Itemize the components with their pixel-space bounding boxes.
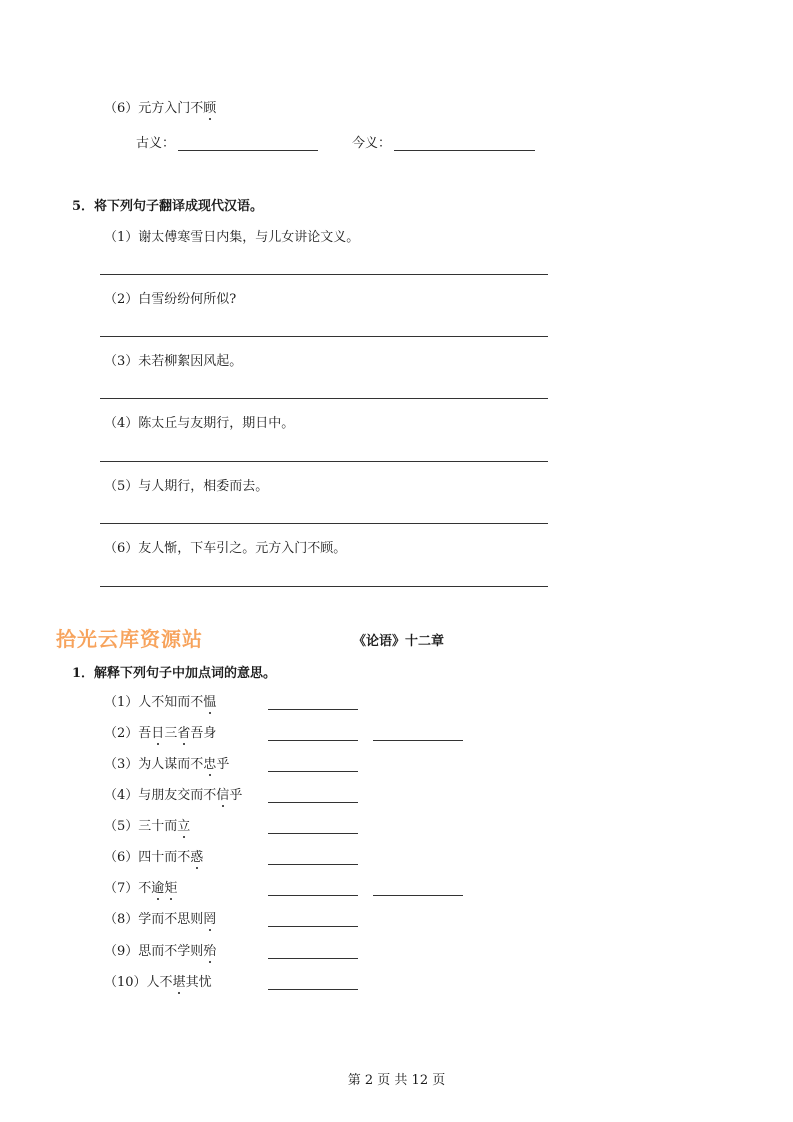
q5-answer-line-6[interactable] [100, 586, 548, 587]
dotted-char: 忠 [203, 757, 217, 772]
dotted-char: 矩 [164, 881, 178, 896]
dotted-char: 立 [177, 819, 191, 834]
item-6-sentence: （6）元方入门不顾 [104, 101, 217, 116]
lunyu-item-10: （10）人不堪其忧 [104, 975, 212, 990]
q5-item-2: （2）白雪纷纷何所似? [104, 292, 237, 307]
lunyu-item-6: （6）四十而不惑 [104, 850, 204, 865]
dotted-char: 愠 [203, 695, 217, 710]
dotted-char: 惑 [190, 850, 204, 865]
lunyu-blank-9[interactable] [268, 958, 358, 959]
q5-answer-line-3[interactable] [100, 398, 548, 399]
q5-answer-line-1[interactable] [100, 274, 548, 275]
new-meaning-blank[interactable] [394, 150, 535, 151]
page-footer: 第 2 页 共 12 页 [347, 1073, 446, 1088]
lunyu-item-5: （5）三十而立 [104, 819, 191, 834]
dotted-char: 顾 [203, 101, 217, 116]
dotted-char: 日 [151, 726, 165, 741]
dotted-char: 殆 [203, 944, 217, 959]
lunyu-item-8: （8）学而不思则罔 [104, 912, 217, 927]
q5-answer-line-2[interactable] [100, 336, 548, 337]
lunyu-item-3: （3）为人谋而不忠乎 [104, 757, 230, 772]
new-meaning-label: 今义： [352, 136, 392, 151]
lunyu-blank-7b[interactable] [373, 895, 463, 896]
q5-item-3: （3）未若柳絮因风起。 [104, 354, 243, 369]
lunyu-item-2: （2）吾日三省吾身 [104, 726, 217, 741]
q5-item-1: （1）谢太傅寒雪日内集，与儿女讲论文义。 [104, 230, 360, 245]
old-meaning-blank[interactable] [178, 150, 318, 151]
q5-title: 5．将下列句子翻译成现代汉语。 [72, 199, 264, 214]
lunyu-blank-6[interactable] [268, 864, 358, 865]
lunyu-q1-title: 1．解释下列句子中加点词的意思。 [72, 666, 277, 681]
dotted-char: 逾 [151, 881, 165, 896]
dotted-char: 堪 [172, 975, 186, 990]
old-meaning-label: 古义： [136, 136, 176, 151]
section-title: 《论语》十二章 [353, 634, 445, 649]
lunyu-blank-2a[interactable] [268, 740, 358, 741]
dotted-char: 省 [177, 726, 191, 741]
watermark-logo: 拾光云库资源站 [56, 627, 203, 651]
dotted-char: 信 [216, 788, 230, 803]
lunyu-blank-4[interactable] [268, 802, 358, 803]
lunyu-blank-3[interactable] [268, 771, 358, 772]
dotted-char: 罔 [203, 912, 217, 927]
lunyu-blank-8[interactable] [268, 926, 358, 927]
lunyu-item-9: （9）思而不学则殆 [104, 944, 217, 959]
lunyu-item-4: （4）与朋友交而不信乎 [104, 788, 243, 803]
lunyu-blank-1[interactable] [268, 709, 358, 710]
lunyu-blank-5[interactable] [268, 833, 358, 834]
lunyu-item-7: （7）不逾矩 [104, 881, 178, 896]
q5-item-5: （5）与人期行，相委而去。 [104, 479, 269, 494]
q5-item-6: （6）友人惭，下车引之。元方入门不顾。 [104, 541, 347, 556]
lunyu-blank-2b[interactable] [373, 740, 463, 741]
q5-answer-line-4[interactable] [100, 461, 548, 462]
q5-answer-line-5[interactable] [100, 523, 548, 524]
q5-item-4: （4）陈太丘与友期行，期日中。 [104, 416, 295, 431]
lunyu-blank-7a[interactable] [268, 895, 358, 896]
lunyu-item-1: （1）人不知而不愠 [104, 695, 217, 710]
lunyu-blank-10[interactable] [268, 989, 358, 990]
